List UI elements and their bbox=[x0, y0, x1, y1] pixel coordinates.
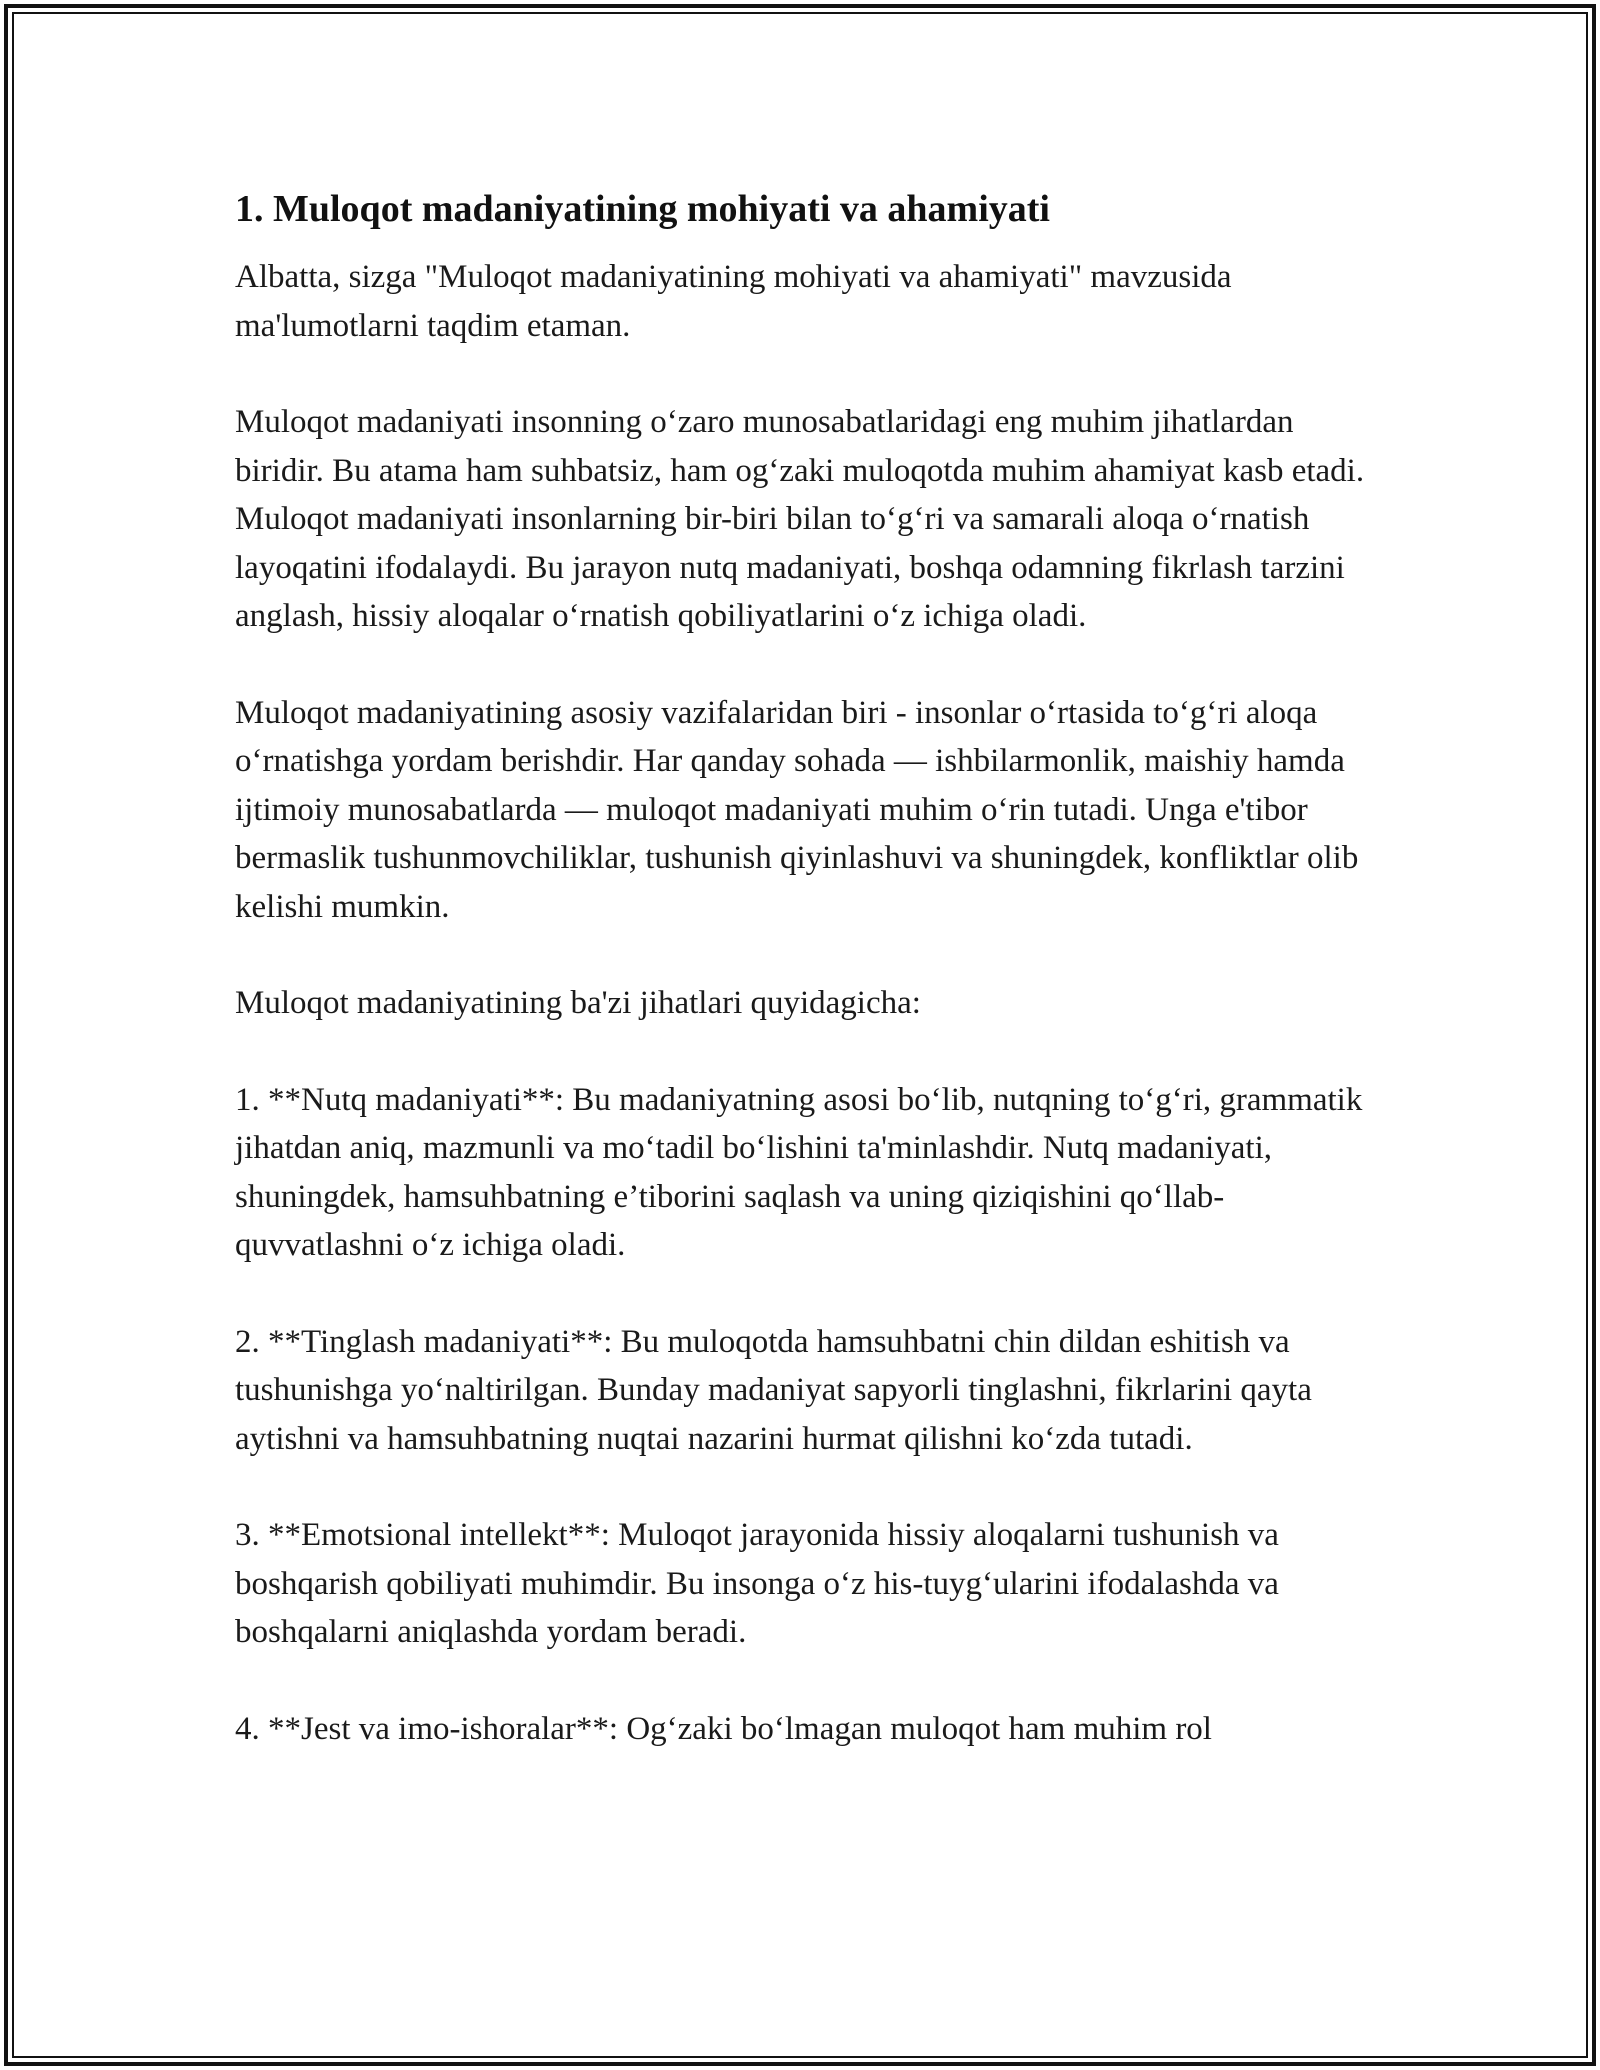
list-item-speech-culture: 1. **Nutq madaniyati**: Bu madaniyatning asosi bo‘lib, nutqning to‘g‘ri, grammatik jihatdan aniq, mazmunli va mo‘tadil bo‘lishini ta'minlashdir. Nutq madaniyati, shuningdek, hamsuhbatning e’tiborini saqlash va uning qiziqishini qo‘llab-quvvatlashni o‘z ichiga oladi. bbox=[235, 1081, 1363, 1263]
paragraph-definition: Muloqot madaniyati insonning o‘zaro munosabatlaridagi eng muhim jihatlardan biridir. Bu atama ham suhbatsiz, ham og‘zaki muloqotda muhim ahamiyat kasb etadi. Muloqot madaniyati insonlarning bir-biri bilan to‘g‘ri va samarali aloqa o‘rnatish layoqatini ifodalaydi. Bu jarayon nutq madaniyati, boshqa odamning fikrlash tarzini anglash, hissiy aloqalar o‘rnatish qobiliyatlarini o‘z ichiga oladi. bbox=[235, 404, 1365, 634]
list-item-listening-culture: 2. **Tinglash madaniyati**: Bu muloqotda hamsuhbatni chin dildan eshitish va tushunishga yo‘naltirilgan. Bunday madaniyat sapyorli tinglashni, fikrlarini qayta aytishni va hamsuhbatning nuqtai nazarini hurmat qilishni ko‘zda tutadi. bbox=[235, 1323, 1312, 1457]
paragraph-function: Muloqot madaniyatining asosiy vazifalaridan biri - insonlar o‘rtasida to‘g‘ri aloqa o‘rnatishga yordam berishdir. Har qanday sohada — ishbilarmonlik, maishiy hamda ijtimoiy munosabatlarda — muloqot madaniyati muhim o‘rin tutadi. Unga e'tibor bermaslik tushunmovchiliklar, tushunish qiyinlashuvi va shuningdek, konfliktlar olib kelishi mumkin. bbox=[235, 694, 1359, 925]
paragraph-intro: Albatta, sizga "Muloqot madaniyatining mohiyati va ahamiyati" mavzusida ma'lumotlarni taqdim etaman. bbox=[235, 259, 1232, 344]
list-item-emotional-intelligence: 3. **Emotsional intellekt**: Muloqot jarayonida hissiy aloqalarni tushunish va boshqarish qobiliyati muhimdir. Bu insonga o‘z his-tuyg‘ularini ifodalashda va boshqalarni aniqlashda yordam beradi. bbox=[235, 1517, 1279, 1650]
document-body bbox=[235, 185, 1375, 1753]
list-item-gestures: 4. **Jest va imo-ishoralar**: Og‘zaki bo‘lmagan muloqot ham muhim rol bbox=[235, 1710, 1212, 1747]
document-title: 1. Muloqot madaniyatining mohiyati va ahamiyati bbox=[235, 188, 1050, 230]
paragraph-aspects-intro: Muloqot madaniyatining ba'zi jihatlari quyidagicha: bbox=[235, 985, 921, 1021]
